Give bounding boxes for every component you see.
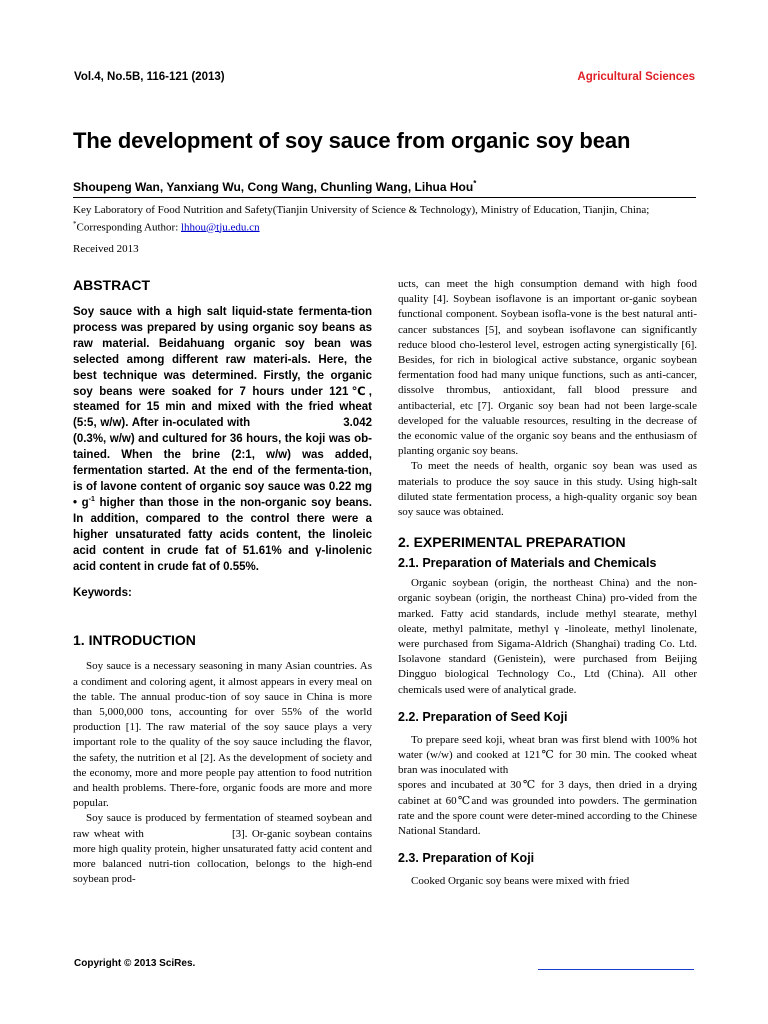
corresponding-author-mark: * bbox=[473, 179, 477, 188]
abstract-part-a: Soy sauce with a high salt liquid-state fermenta-tion process was prepared by using organic soy beans as raw material. Beidahuang organic soy bean was selected among different raw materi-als. Here, the best technique was determined. Firstly, the organic soy beans were soaked for 7 hours under 121℃, steamed for 15 min and mixed with the fried wheat (5:5, w/w). After in-oculated with bbox=[73, 306, 372, 430]
abstract-part-c: higher than those in the non-organic soy beans. In addition, compared to the control there were a higher unsaturated fatty acids content, the linoleic acid content in crude fat of 51.61% and γ-linolenic acid content in crude fat of 0.55%. bbox=[73, 496, 373, 573]
section-2-3-heading: 2.3. Preparation of Koji bbox=[398, 851, 535, 866]
intro-paragraph-2 bbox=[73, 811, 372, 887]
footer-copyright: Copyright © 2013 SciRes. bbox=[74, 958, 196, 969]
section-2-1-heading: 2.1. Preparation of Materials and Chemicals bbox=[398, 556, 657, 571]
abstract-text bbox=[73, 305, 372, 575]
affiliation-text: Key Laboratory of Food Nutrition and Safety(Tianjin University of Science & Technology), Ministry of Education, Tianjin, China; bbox=[73, 204, 650, 216]
introduction-heading: 1. INTRODUCTION bbox=[73, 632, 196, 649]
right-column bbox=[398, 277, 697, 890]
affiliation-block bbox=[73, 204, 649, 235]
footer-link-underline[interactable] bbox=[538, 969, 694, 970]
journal-name: Agricultural Sciences bbox=[577, 71, 695, 83]
section-2-2-part-a: To prepare seed koji, wheat bran was first blend with 100% hot water (w/w) and cooked at 121℃ for 30 min. The cooked wheat bran was inoculated with bbox=[398, 733, 697, 777]
intro-paragraph-3: To meet the needs of health, organic soy bean was used as materials to produce the soy sauce in this study. Using high-salt diluted state fermentation process, a high-quality organic soy bean soy sauce was obtained. bbox=[398, 460, 697, 519]
section-2-3-text: Cooked Organic soy beans were mixed with fried bbox=[411, 875, 630, 888]
journal-reference: Vol.4, No.5B, 116-121 (2013) bbox=[74, 71, 225, 83]
authors-text: Shoupeng Wan, Yanxiang Wu, Cong Wang, Chunling Wang, Lihua Hou bbox=[73, 180, 474, 194]
intro-paragraph-2-part-b: [3]. Or-ganic soybean contains more high quality protein, higher unsaturated fatty acid content and more balanced nutri-tion collocation, belongs to the high-end soybean prod- bbox=[73, 827, 373, 886]
section-2-1-text: Organic soybean (origin, the northeast China) and the non-organic soybean (origin, the northeast China) pro-vided from the marked. Fatty acid standards, include methyl stearate, methyl oleate, methyl palmitate, methyl γ -linoleate, methyl linolenate, were purchased from Sigama-Aldrich (Shanghai) trading Co. Ltd. Isolavone standard (Genistein), were purchased from Beijing Dingguo biological Technology Co., Ltd (China). All other chemicals used were of analytical grade. bbox=[398, 577, 697, 696]
author-list bbox=[73, 179, 476, 194]
corresponding-label: Corresponding Author: bbox=[76, 221, 181, 234]
corresponding-email-link[interactable]: lhhou@tju.edu.cn bbox=[181, 221, 260, 234]
abstract-unit-superscript: -1 bbox=[88, 496, 95, 504]
received-date: Received 2013 bbox=[73, 243, 139, 255]
section-2-2-part-b: spores and incubated at 30℃ for 3 days, then dried in a drying cabinet at 60℃and was grounded into powders. The germination rate and the spore count were deter-mined according to the Chinese National Standard. bbox=[398, 779, 697, 838]
intro-paragraph-1: Soy sauce is a necessary seasoning in many Asian countries. As a condiment and coloring agent, it almost appears in every meal on the table. The annual produc-tion of soy sauce in China is more than 5,000,000 tons, accounting for over 55% of the world production [1]. The raw material of the soy sauce plays a very important role to the quality of the soy sauce including the flavor, the safety, the nutrition et al [2]. As the development of society and the economy, more and more people pay attention to food nutrition and health problems. There-fore, organic foods are more and more popular. bbox=[73, 660, 372, 810]
paper-title: The development of soy sauce from organic soy bean bbox=[73, 128, 631, 153]
left-column bbox=[73, 277, 372, 887]
author-divider bbox=[73, 197, 696, 198]
corresponding-author-line bbox=[73, 218, 649, 235]
section-2-2-heading: 2.2. Preparation of Seed Koji bbox=[398, 709, 568, 724]
experimental-heading: 2. EXPERIMENTAL PREPARATION bbox=[398, 534, 626, 551]
abstract-part-b: 3.042 (0.3%, w/w) and cultured for 36 hours, the koji was ob-tained. When the brine (2:1, w/w) was added, fermentation started. At the end of the fermenta-tion, is of lavone content of organic soy sauce was 0.22 mg • g bbox=[73, 417, 372, 509]
section-2-2-text bbox=[398, 733, 697, 839]
keywords-label: Keywords: bbox=[73, 587, 132, 600]
intro-paragraph-2-part-a: Soy sauce is produced by fermentation of steamed soybean and raw wheat with bbox=[73, 812, 372, 840]
abstract-heading: ABSTRACT bbox=[73, 277, 150, 293]
corresponding-mark: * bbox=[73, 219, 77, 228]
intro-paragraph-2-continued: ucts, can meet the high consumption demand with high food quality [4]. Soybean isoflavone is an important or-ganic soybean functional component. Soybean isofla-vone is the best natural anti-cancer substances [5], and soybean isoflavone can significantly reduce blood cho-lesterol level, estrogen acting synergistically [6]. Besides, for rich in biological active substance, organic soybean fermentation food had many unique functions, such as anti-cancer, dissolve thrombus, antioxidant, fall blood pressure and antibacterial, etc [7]. Organic soy bean had not been large-scale developed for the valuable resources, resulting in the decrease of the economic value of the organic soy beans and the enthusiasm of planting organic soy beans. bbox=[398, 278, 697, 458]
